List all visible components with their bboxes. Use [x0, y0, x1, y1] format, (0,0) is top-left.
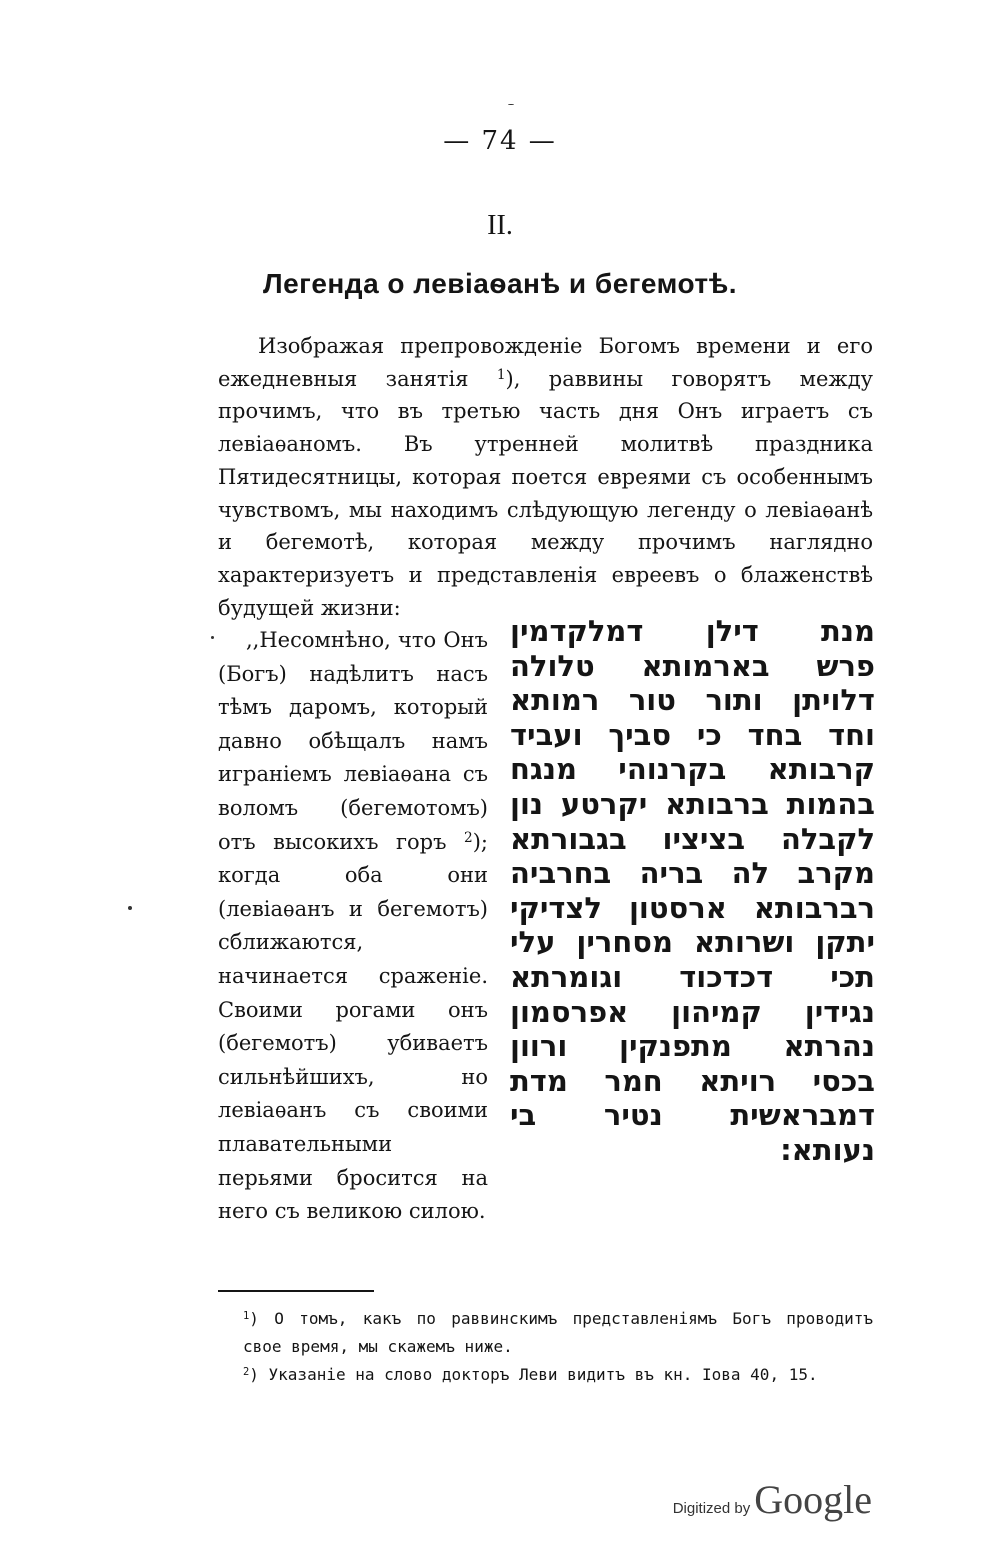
hebrew-line: מנת דילן דמלקדמין — [510, 614, 875, 648]
hebrew-line: דלויתן ותור טור רמותא — [510, 683, 875, 718]
hebrew-line: רברבותא ארסטון לצדיקי — [510, 890, 875, 925]
footnote-divider — [218, 1290, 374, 1292]
translation-text-start: ,,Несомнѣно, что Онъ (Богъ) надѣлитъ насъ тѣмъ даромъ, который давно обѣщалъ намъ игранiемъ левіаѳана съ воломъ (бегемотомъ) отъ высокихъ горъ — [218, 628, 488, 854]
footnote-marker: 2 — [243, 1365, 250, 1378]
scan-speck — [128, 906, 132, 910]
hebrew-line: מקרב לה בריה בחרביה — [510, 856, 875, 891]
intro-text-end: ), раввины говорятъ между прочимъ, что въ третью часть дня Онъ играетъ съ левіаѳаномъ. Въ утренней молитвѣ праздника Пятидесятницы, которая поется евреями съ особеннымъ чувствомъ, мы находимъ слѣдующую легенду о левіаѳанѣ и бегемотѣ, которая между прочимъ наглядно характеризуетъ и представленія евреевъ о блаженствѣ будущей жизни: — [218, 366, 873, 620]
footnote-ref-1[interactable]: 1 — [496, 366, 506, 383]
hebrew-line: פרש בארמותא טלולה — [510, 648, 875, 683]
intro-paragraph — [218, 330, 873, 624]
hebrew-line: קרבותא בקרנוהי מנגח — [510, 752, 875, 787]
intro-text-start: Изображая препровожденіе Богомъ времени и его ежедневныя занятія — [218, 334, 873, 391]
scan-speck — [508, 104, 514, 105]
translation-text-end: ); когда оба они (левіаѳанъ и бегемотъ) сближаются, начинается сраженіе. Своими рогами онъ (бегемотъ) убиваетъ сильнѣйшихъ, но левіаѳанъ съ своими плавательными перьями бросится на него съ великою силою. — [218, 829, 488, 1224]
footnote-2 — [243, 1361, 873, 1389]
hebrew-poem — [510, 614, 875, 1168]
page-number: — 74 — — [443, 126, 557, 156]
footnote-marker: 1 — [243, 1309, 250, 1322]
hebrew-line: נעותא: — [780, 1132, 875, 1167]
footnote-ref-2[interactable]: 2 — [464, 829, 473, 846]
hebrew-line: נגידין קמיהון אפרסמון — [510, 994, 875, 1029]
watermark-prefix: Digitized by — [672, 1500, 751, 1517]
footnote-text: ) Указаніе на слово докторъ Леви видитъ въ кн. Іова 40, 15. — [249, 1365, 818, 1384]
footnote-text: ) О томъ, какъ по раввинскимъ представленіямъ Богъ проводитъ свое время, мы скажемъ ниже. — [243, 1309, 873, 1356]
translation-paragraph — [218, 624, 488, 1229]
hebrew-line: בכסי רויתא חמר מדת — [510, 1063, 875, 1098]
digitized-watermark — [673, 1476, 872, 1523]
hebrew-line: דמבראשית נטיר בי — [510, 1098, 875, 1133]
google-logo: Google — [754, 1477, 872, 1522]
hebrew-line: וחד בחד כי סביך ועביד — [510, 717, 875, 752]
hebrew-line: יתקן ושרותא מסחרין עלי — [510, 925, 875, 960]
hebrew-line: לקבלה בציציו בגבורתא — [510, 821, 875, 856]
footnote-1 — [243, 1305, 873, 1361]
chapter-title: Легенда о левіаѳанѣ и бегемотѣ. — [262, 268, 738, 299]
translation-column — [218, 624, 488, 1229]
scan-speck — [211, 636, 214, 639]
hebrew-line: בהמות ברבותא יקרטע נון — [510, 786, 875, 821]
footnotes — [243, 1305, 873, 1389]
hebrew-line: נהרתא מתפנקין ורוון — [510, 1029, 875, 1064]
section-numeral: II. — [487, 210, 513, 241]
hebrew-line: תכי דכדכוד וגומרתא — [510, 959, 875, 994]
